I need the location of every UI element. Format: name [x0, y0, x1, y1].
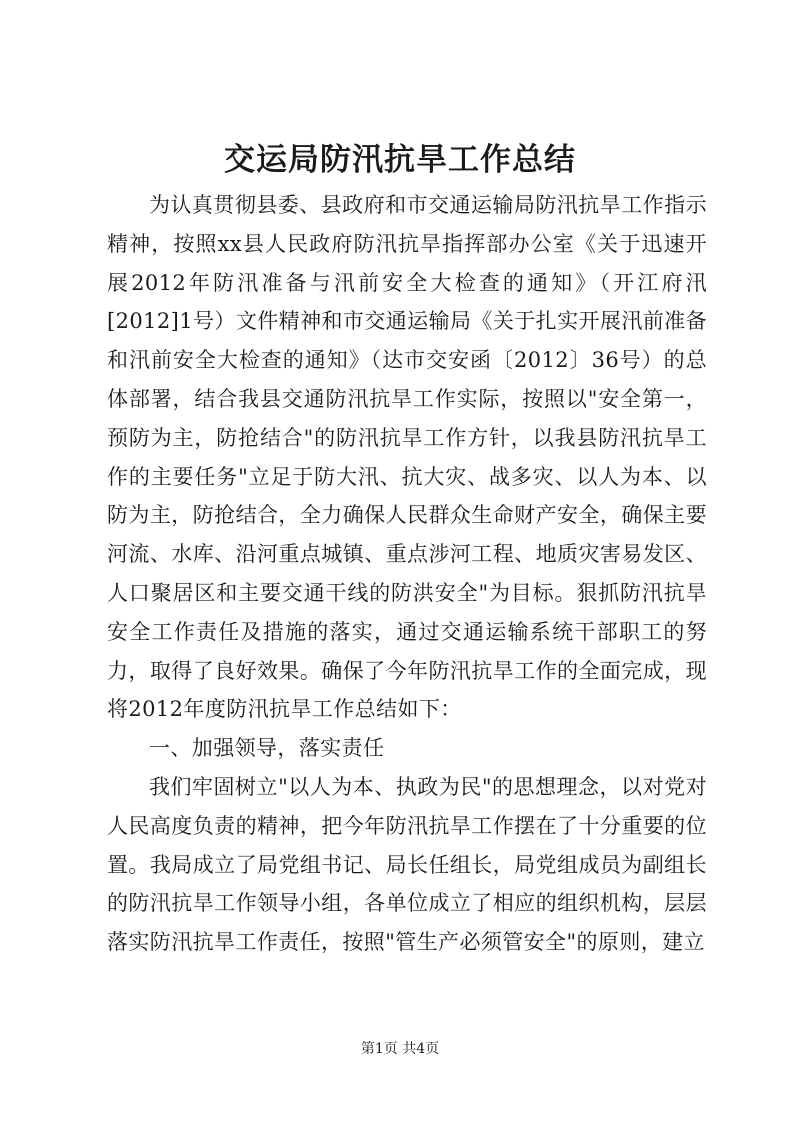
document-body — [107, 186, 707, 962]
page-number: 第1页 共4页 — [360, 1041, 440, 1057]
section-heading-1: 一、加强领导，落实责任 — [149, 736, 385, 761]
document-title: 交运局防汛抗旱工作总结 — [224, 142, 576, 178]
body-paragraph-intro: 为认真贯彻县委、县政府和市交通运输局防汛抗旱工作指示精神，按照xx县人民政府防汛抗旱指挥部办公室《关于迅速开展2012年防汛准备与汛前安全大检查的通知》（开江府汛[2012]1号）文件精神和市交通运输局《关于扎实开展汛前准备和汛前安全大检查的通知》（达市交安函〔2012〕36号）的总体部署，结合我县交通防汛抗旱工作实际，按照以"安全第一，预防为主，防抢结合"的防汛抗旱工作方针，以我县防汛抗旱工作的主要任务"立足于防大汛、抗大灾、战多灾、以人为本、以防为主，防抢结合，全力确保人民群众生命财产安全，确保主要河流、水库、沿河重点城镇、重点涉河工程、地质灾害易发区、人口聚居区和主要交通干线的防洪安全"为目标。狠抓防汛抗旱安全工作责任及措施的落实，通过交通运输系统干部职工的努力，取得了良好效果。确保了今年防汛抗旱工作的全面完成，现将2012年度防汛抗旱工作总结如下： — [107, 193, 707, 722]
body-paragraph-section-1: 我们牢固树立"以人为本、执政为民"的思想理念，以对党对人民高度负责的精神，把今年防汛抗旱工作摆在了十分重要的位置。我局成立了局党组书记、局长任组长，局党组成员为副组长的防汛抗旱工作领导小组，各单位成立了相应的组织机构，层层落实防汛抗旱工作责任，按照"管生产必须管安全"的原则，建立 — [107, 774, 707, 955]
